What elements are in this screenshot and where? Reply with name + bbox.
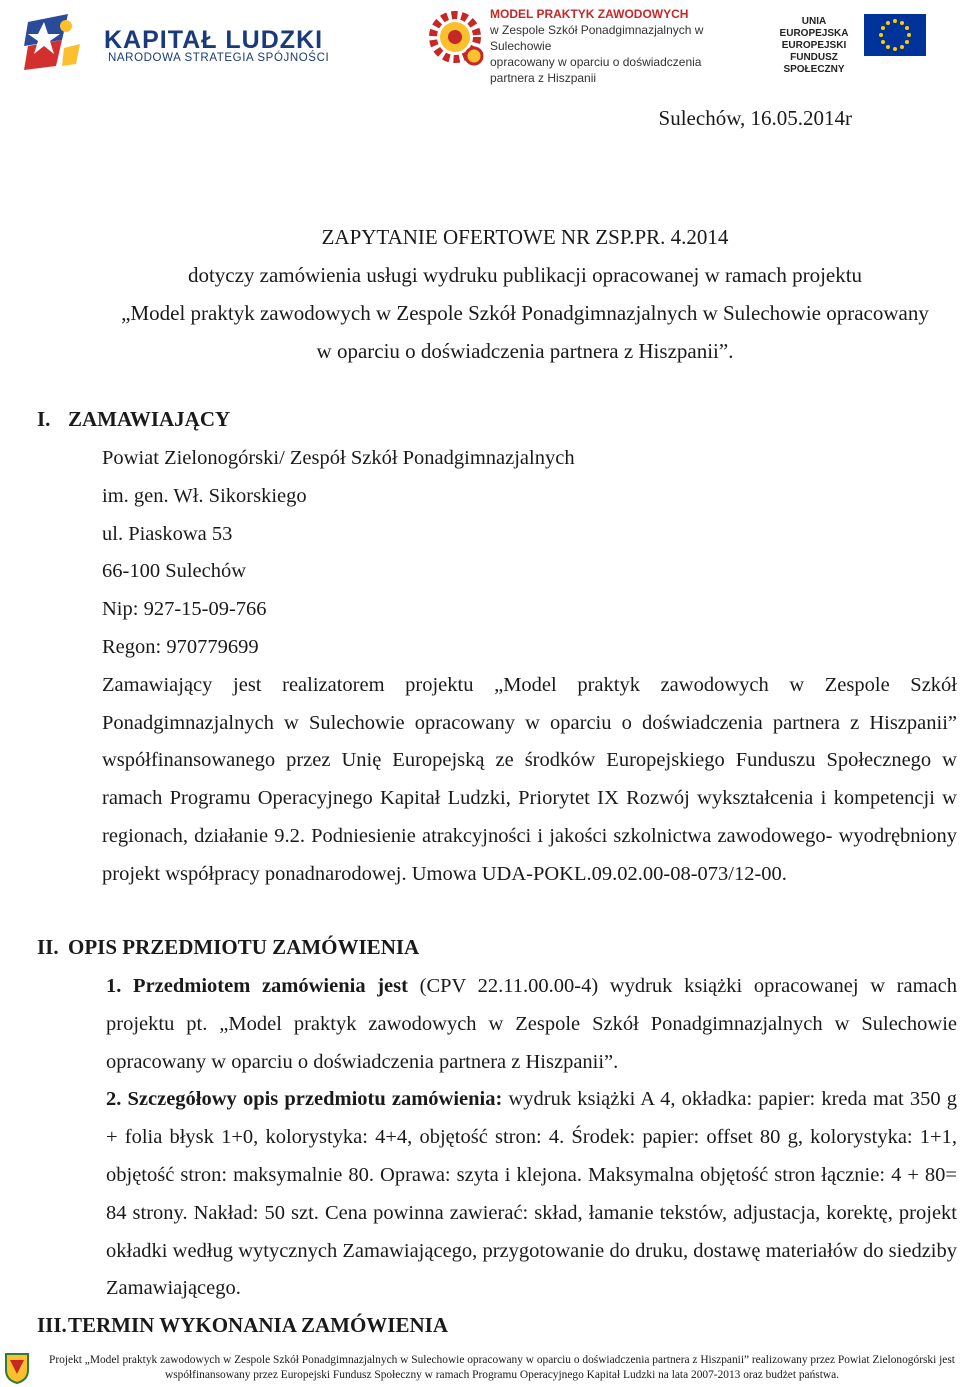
eu-flag-icon [864, 14, 926, 56]
item-lead: Przedmiotem zamówienia jest [133, 975, 408, 997]
page-footer [0, 1350, 960, 1387]
subtitle-line: dotyczy zamówienia usługi wydruku publikacji opracowanej w ramach projektu [187, 263, 863, 287]
opis-list [106, 968, 957, 1308]
section-number: II. [37, 935, 59, 959]
document-date: Sulechów, 16.05.2014r [658, 106, 852, 130]
section-heading-opis [37, 935, 419, 960]
list-item [106, 968, 957, 1081]
address-line: ul. Piaskowa 53 [102, 522, 233, 545]
eu-text-line: EUROPEJSKI [781, 40, 847, 51]
eu-logo [768, 14, 938, 75]
title-block [0, 218, 960, 370]
footer-line: współfinansowany przez Europejski Fundusz Społeczny w ramach Programu Operacyjnego Kapitał Ludzki na lata 2007-2013 oraz budżet państwa. [164, 1369, 840, 1381]
document-subtitle [0, 256, 960, 370]
kapital-ludzki-flag-icon [22, 8, 86, 72]
coat-of-arms-icon [4, 1352, 30, 1384]
document-title: ZAPYTANIE OFERTOWE NR ZSP.PR. 4.2014 [321, 225, 729, 249]
item-lead: Szczegółowy opis przedmiotu zamówienia: [127, 1088, 503, 1111]
model-praktyk-line: partnera z Hiszpanii [490, 71, 597, 85]
item-text: (CPV 22.11.00.00-4) wydruk książki opracowanej w ramach projektu pt. „Model praktyk zawodowych w Zespole Szkół Ponadgimnazjalnych w Sulechowie opracowany w oparciu o doświadczenia partnera z Hiszpanii”. [106, 975, 957, 1073]
section-heading-termin [37, 1313, 448, 1338]
eu-text-line: UNIA EUROPEJSKA [779, 16, 849, 39]
eu-text-line: FUNDUSZ SPOŁECZNY [783, 52, 845, 75]
item-text: wydruk książki A 4, okładka: papier: kreda mat 350 g + folia błysk 1+0, kolorystyka: 4+4, objętość stron: 4. Środek: papier: offset 80 g, kolorystyka: 1+1, objętość stron: maksymalnie 80. Oprawa: szyta i klejona. Maksymalna objętość stron łącznie: 4 + 80= 84 strony. Nakład: 50 szt. Cena powinna zawierać: skład, łamanie tekstów, adjustacja, korektę, projekt okładki według wytycznych Zamawiającego, przygotowanie do druku, dostawę materiałów do siedziby Zamawiającego. [106, 1088, 958, 1300]
zamawiajacy-description: Zamawiający jest realizatorem projektu „Model praktyk zawodowych w Zespole Szkół Ponadgimnazjalnych w Sulechowie opracowany w oparciu o doświadczenia partnera z Hiszpanii” współfinansowanego przez Unię Europejską ze środków Europejskiego Funduszu Społecznego w ramach Programu Operacyjnego Kapitał Ludzki, Priorytet IX Rozwój wykształcenia i kompetencji w regionach, działanie 9.2. Podniesienie atrakcyjności i jakości szkolnictwa zawodowego- wyodrębniony projekt współpracy ponadnarodowej. Umowa UDA-POKL.09.02.00-08-073/12-00. [102, 673, 957, 885]
section-title: TERMIN WYKONANIA ZAMÓWIENIA [68, 1313, 448, 1337]
section-heading-zamawiajacy [37, 407, 230, 432]
subtitle-line: w oparciu o doświadczenia partnera z Hiszpanii”. [316, 339, 734, 363]
zamawiajacy-details [102, 440, 957, 894]
address-line: im. gen. Wł. Sikorskiego [102, 484, 307, 507]
model-praktyk-text [490, 6, 744, 86]
address-line: Nip: 927-15-09-766 [102, 598, 267, 621]
model-praktyk-line: opracowany w oparciu o doświadczenia [490, 55, 702, 69]
item-number: 2. [106, 1088, 122, 1111]
gear-icon [424, 4, 486, 70]
address-line: 66-100 Sulechów [102, 560, 247, 583]
kapital-ludzki-logo [22, 8, 342, 74]
model-praktyk-logo [424, 4, 744, 85]
section-number: III. [37, 1313, 67, 1337]
kapital-ludzki-title: KAPITAŁ LUDZKI [104, 26, 324, 54]
subtitle-line: „Model praktyk zawodowych w Zespole Szkół Ponadgimnazjalnych w Sulechowie opracowany [121, 301, 929, 325]
model-praktyk-line: MODEL PRAKTYK ZAWODOWYCH [490, 7, 689, 21]
address-line: Regon: 970779699 [102, 635, 259, 658]
section-number: I. [37, 407, 51, 431]
footer-line: Projekt „Model praktyk zawodowych w Zespole Szkół Ponadgimnazjalnych w Sulechowie opracowany w oparciu o doświadczenia partnera z Hiszpanii” realizowany przez Powiat Zielonogórski jest [49, 1354, 955, 1366]
section-title: OPIS PRZEDMIOTU ZAMÓWIENIA [68, 935, 420, 959]
footer-text [48, 1353, 956, 1383]
list-item [106, 1081, 957, 1308]
model-praktyk-line: w Zespole Szkół Ponadgimnazjalnych w Sulechowie [490, 23, 704, 53]
eu-text [768, 16, 860, 76]
section-title: ZAMAWIAJĄCY [68, 407, 231, 431]
address-line: Powiat Zielonogórski/ Zespół Szkół Ponadgimnazjalnych [102, 447, 575, 469]
item-number: 1. [106, 975, 122, 997]
page-header [0, 0, 960, 85]
kapital-ludzki-subtitle: NARODOWA STRATEGIA SPÓJNOŚCI [108, 52, 330, 64]
